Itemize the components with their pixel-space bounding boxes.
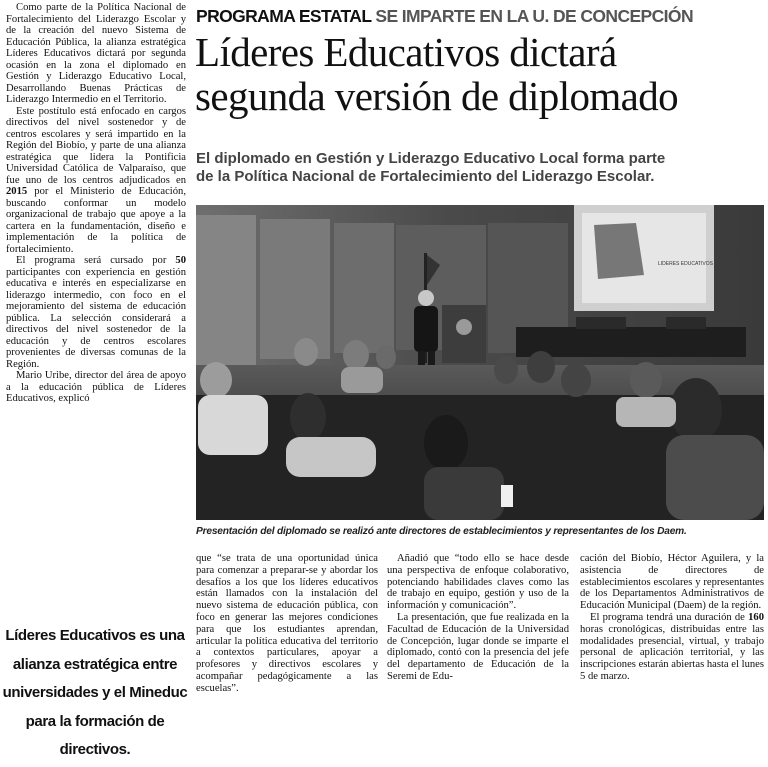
column-3-paragraph-2-start: El programa tendrá una duración de [590, 611, 749, 623]
year-highlight: 2015 [6, 186, 28, 197]
lectern-emblem [456, 319, 472, 335]
column-1-paragraph: que “se trata de una oportunidad única para comenzar a preparar-se y abordar los desafíos a los que los líderes educativos están llamados con la instalación del nuevo sistema de educación pública, con foco en generar las mejores condiciones para que los estudiantes aprendan, articular la política educativa del territorio a contextos particulares, apoyar a profesores y directivos escolares y acompañar pedagógicamente a las escuelas”. [196, 553, 378, 694]
column-3-paragraph-2-end: horas cronológicas, distribuidas entre las modalidades presencial, virtual, y trabajo personal de aplicación territorial, y las inscripciones estarán abiertas hasta el lunes 5 de marzo. [580, 623, 764, 682]
body-column-2 [387, 553, 569, 683]
speaker-body [414, 306, 438, 352]
left-paragraph-2-end: por el Ministerio de Educación, buscando conformar un modelo organizacional de trabajo que apoye a la cartera en la fundamentación, diseño e implementación de la política de fortalecimiento. [6, 186, 186, 255]
column-3-paragraph-1: cación del Biobío, Héctor Aguilera, y la asistencia de directores de establecimientos escolares y representantes de los Departamentos Administrativos de Educación Municipal (Daem) de la región. [580, 553, 764, 612]
left-column-body [6, 2, 186, 405]
chair [576, 317, 626, 329]
subheadline [196, 150, 764, 186]
kicker [196, 6, 764, 27]
pull-quote: Líderes Educativos es una alianza estratégica entre universidades y el Mineduc para la formación de directivos. [2, 627, 188, 758]
left-paragraph-1: Como parte de la Política Nacional de Fortalecimiento del Liderazgo Escolar y de la creación del nuevo Sistema de Educación Pública, la alianza estratégica Líderes Educativos dictará por segunda ocasión en la zona el diplomado en Gestión y Liderazgo Educativo Local, Desarrollando Buenas Prácticas de Liderazgo Intermedio en el Territorio. [6, 2, 186, 105]
wall-panel [260, 219, 330, 359]
left-paragraph-4: Mario Uribe, director del área de apoyo a la educación pública de Líderes Educativos, explicó [6, 370, 186, 404]
body-column-1 [196, 553, 378, 695]
column-3-paragraph-2 [580, 612, 764, 683]
headline-line-2: segunda versión de diplomado [195, 73, 679, 119]
kicker-section: PROGRAMA ESTATAL [196, 6, 372, 26]
front-table [516, 327, 746, 357]
wall-panel [334, 223, 394, 353]
left-paragraph-3 [6, 255, 186, 370]
event-photo [196, 205, 764, 520]
subheadline-line-2: de la Política Nacional de Fortalecimiento del Liderazgo Escolar. [196, 168, 655, 185]
column-2-paragraph-1: Añadió que “todo ello se hace desde una perspectiva de enfoque colaborativo, potenciando habilidades claves como las de trabajo en equipo, gestión y uso de la información y comunicación”. [387, 553, 569, 612]
speaker-head [418, 290, 434, 306]
left-paragraph-3-start: El programa será cursado por [16, 255, 176, 266]
wall-panel [196, 215, 256, 365]
photo-illustration [196, 205, 764, 520]
left-paragraph-3-end: participantes con experiencia en gestión educativa e interés en especializarse en liderazgo intermedio, con foco en el mejoramiento del sistema de educación pública. La selección considerará a directivos del nivel sostenedor de la educación y de centros escolares provenientes de diversas comunas de la Región. [6, 266, 186, 370]
participants-highlight: 50 [175, 255, 186, 266]
chair [666, 317, 706, 329]
body-column-3 [580, 553, 764, 683]
kicker-detail: SE IMPARTE EN LA U. DE CONCEPCIÓN [375, 6, 693, 26]
photo-caption: Presentación del diplomado se realizó ante directores de establecimientos y representantes de los Daem. [196, 526, 687, 537]
left-paragraph-2 [6, 106, 186, 256]
slide-text: LIDERES EDUCATIVOS [658, 261, 713, 267]
headline-line-1: Líderes Educativos dictará [195, 29, 617, 75]
column-2-paragraph-2: La presentación, que fue realizada en la Facultad de Educación de la Universidad de Concepción, lugar donde se imparte el diplomado, contó con la presencia del jefe del departamento de Educación de la Seremi de Edu- [387, 611, 569, 682]
slide-graphic [594, 223, 644, 279]
hours-highlight: 160 [748, 611, 764, 623]
headline [195, 30, 765, 118]
subheadline-line-1: El diplomado en Gestión y Liderazgo Educativo Local forma parte [196, 150, 666, 167]
left-paragraph-2-start: Este postítulo está enfocado en cargos directivos del nivel sostenedor y de centros escolares y será impartido en la Región del Biobío, y parte de una alianza estratégica que lidera la Pontificia Universidad Católica de Valparaíso, que fue uno de los centros adjudicados en [6, 105, 186, 186]
